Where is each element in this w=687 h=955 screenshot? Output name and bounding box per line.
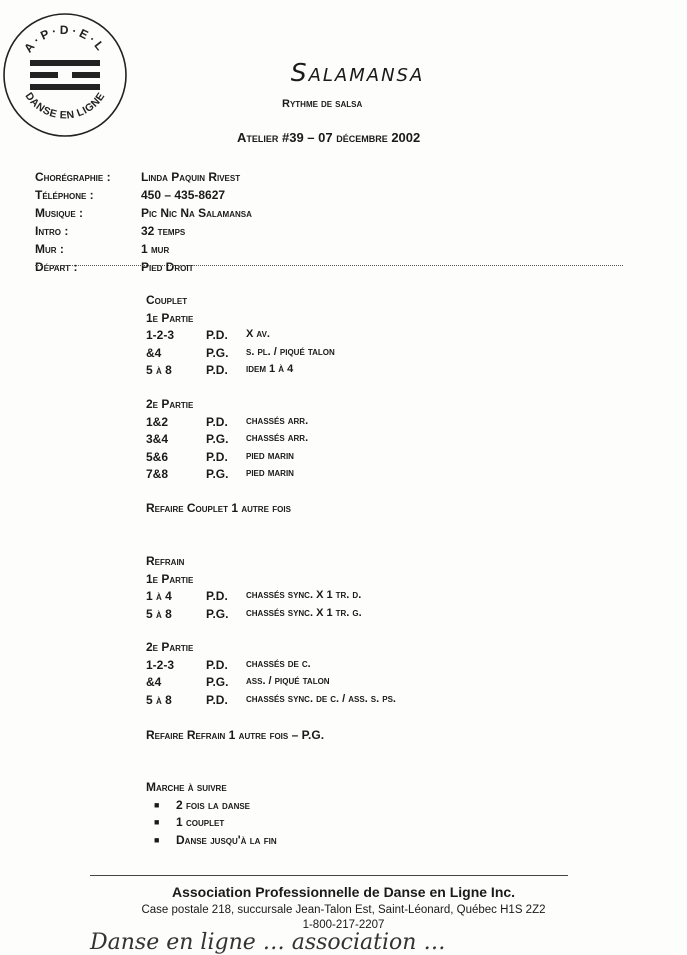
step-count: 7&8 (146, 467, 169, 481)
refrain-repeat-text: Refaire Refrain 1 autre fois – P.G. (146, 728, 325, 742)
step-count: &4 (146, 675, 162, 689)
step-desc: s. pl. / piqué talon (246, 345, 335, 358)
step-desc: chassés arr. (246, 414, 309, 427)
couplet-part2-heading: 2e Partie (146, 397, 194, 411)
footer-divider (90, 875, 568, 876)
bullet-icon: ■ (154, 799, 160, 810)
atelier-line: Atelier #39 – 07 décembre 2002 (237, 130, 421, 145)
info-value: Pic Nic Na Salamansa (141, 206, 252, 220)
refrain-repeat (146, 728, 324, 746)
step-desc: chassés sync. X 1 tr. g. (246, 606, 362, 619)
info-divider (35, 265, 623, 266)
step-foot: P.D. (206, 589, 228, 603)
refrain-part2-section (146, 640, 396, 710)
bullet-icon: ■ (154, 817, 160, 827)
step-count: 5 à 8 (146, 363, 172, 377)
step-count: 1&2 (146, 414, 169, 429)
couplet-heading: Couplet (146, 293, 188, 307)
step-count: 1-2-3 (146, 657, 175, 672)
refrain-heading: Refrain (146, 554, 185, 568)
step-desc: chassés arr. (246, 432, 309, 444)
handwritten-note: Danse en ligne … association … (90, 930, 446, 955)
info-label: Intro : (35, 224, 69, 238)
step-foot: P.D. (206, 692, 228, 707)
step-desc: pied marin (246, 467, 294, 479)
step-foot: P.G. (206, 345, 229, 360)
info-label: Mur : (35, 242, 64, 256)
step-desc: X av. (246, 328, 270, 340)
step-row (146, 449, 294, 468)
svg-text:A·P·D·E·L (21, 23, 109, 55)
step-count: 5&6 (146, 449, 169, 464)
step-desc: chassés de c. (246, 657, 311, 670)
info-label: Musique : (35, 206, 83, 220)
sequence-section (146, 780, 277, 850)
step-row (146, 345, 335, 364)
step-desc: chassés sync. X 1 tr. d. (246, 589, 362, 601)
association-phone: 1-800-217-2207 (302, 919, 385, 931)
list-item (146, 832, 277, 851)
step-foot: P.D. (206, 657, 228, 672)
couplet-part2-section (146, 397, 309, 485)
step-foot: P.D. (206, 328, 228, 342)
info-label: Téléphone : (35, 188, 94, 202)
step-count: 5 à 8 (146, 692, 172, 707)
sequence-heading: Marche à suivre (146, 780, 227, 794)
step-desc: idem 1 à 4 (246, 363, 294, 375)
info-value: Linda Paquin Rivest (141, 170, 241, 184)
svg-text:DANSE EN LIGNE (23, 90, 108, 121)
dance-title: Salamansa (290, 58, 425, 87)
step-row (146, 467, 294, 485)
step-row (146, 657, 311, 676)
info-label: Départ : (35, 260, 78, 274)
list-item-text: 1 couplet (176, 815, 225, 829)
step-desc: pied marin (246, 449, 294, 462)
refrain-part2-heading: 2e Partie (146, 640, 194, 654)
step-foot: P.G. (206, 606, 229, 621)
step-foot: P.G. (206, 432, 229, 446)
step-count: 3&4 (146, 432, 169, 446)
list-item (146, 797, 251, 816)
logo-top-text: A·P·D·E·L (21, 22, 109, 56)
info-value: 1 mur (141, 242, 170, 256)
step-row (146, 589, 362, 607)
step-row (146, 606, 362, 625)
bullet-icon: ■ (154, 834, 160, 845)
step-count: 1-2-3 (146, 328, 175, 342)
list-item-text: Danse jusqu'à la fin (176, 832, 277, 847)
step-row (146, 675, 330, 693)
step-row (146, 363, 294, 381)
dance-subtitle: Rythme de salsa (282, 98, 363, 110)
step-count: 1 à 4 (146, 589, 172, 603)
info-label: Chorégraphie : (35, 170, 111, 184)
info-value: Pied Droit (141, 260, 194, 274)
step-foot: P.D. (206, 414, 228, 429)
step-foot: P.G. (206, 467, 229, 481)
list-item (146, 815, 227, 833)
couplet-repeat-text: Refaire Couplet 1 autre fois (146, 501, 291, 515)
step-foot: P.D. (206, 449, 228, 464)
step-count: &4 (146, 345, 162, 360)
refrain-part1-heading: 1e Partie (146, 571, 194, 586)
step-row (146, 414, 309, 433)
couplet-section (146, 293, 335, 381)
step-foot: P.D. (206, 363, 228, 377)
info-value: 32 temps (141, 224, 186, 238)
list-item-text: 2 fois la danse (176, 797, 251, 812)
logo-bottom-text: DANSE EN LIGNE (22, 90, 108, 122)
association-address: Case postale 218, succursale Jean-Talon Est, Saint-Léonard, Québec H1S 2Z2 (141, 904, 546, 916)
step-row (146, 692, 396, 711)
info-value: 450 – 435-8627 (141, 188, 226, 202)
step-row (146, 432, 309, 450)
couplet-repeat (146, 501, 291, 519)
step-desc: ass. / piqué talon (246, 675, 330, 687)
step-count: 5 à 8 (146, 606, 172, 621)
association-name: Association Professionnelle de Danse en Ligne Inc. (171, 884, 516, 900)
step-foot: P.G. (206, 675, 229, 689)
refrain-section (146, 554, 362, 624)
couplet-part1-heading: 1e Partie (146, 310, 194, 325)
step-desc: chassés sync. de c. / ass. s. ps. (246, 692, 396, 705)
step-row (146, 328, 270, 346)
